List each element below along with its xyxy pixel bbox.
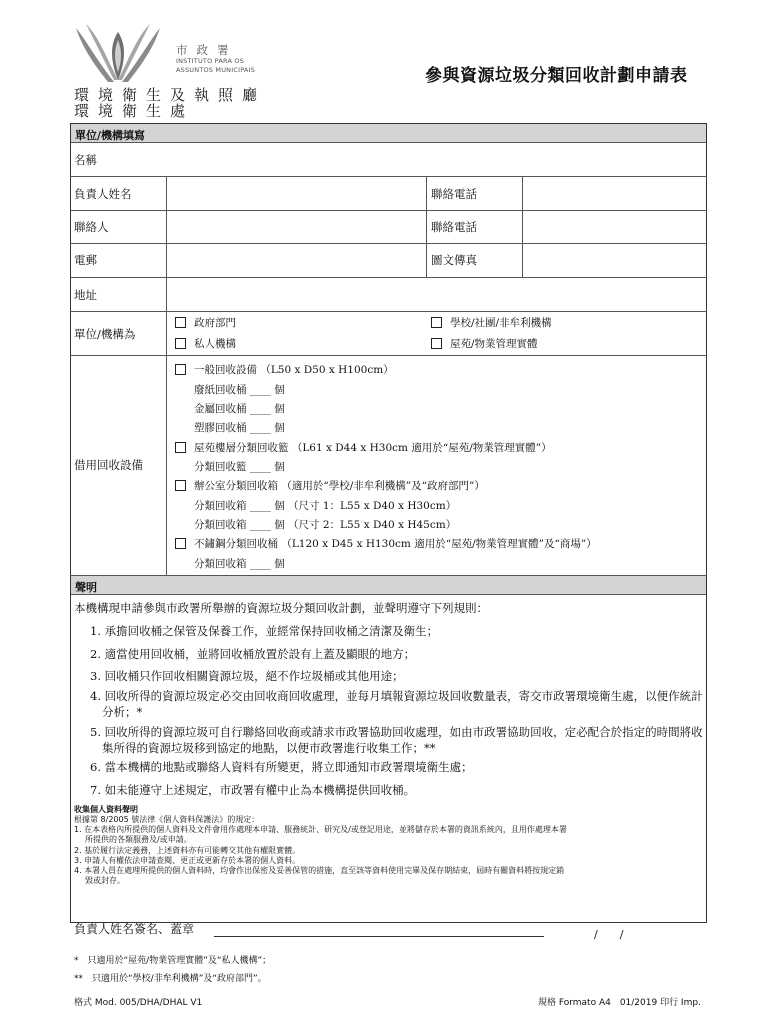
equipment-steel-bin[interactable]: 不鏽鋼分類回收桶 （L120 x D45 x H130cm 適用於“屋苑/物業管理實體”及“商場”） (175, 536, 597, 551)
privacy-line: 3. 申請人有權依法申請查閱、更正或更新存於本署的個人資料。 (74, 856, 301, 865)
declaration-item-7: 7. 如未能遵守上述規定，市政署有權中止為本機構提供回收桶。 (90, 783, 416, 797)
declaration-item-3: 3. 回收桶只作回收相關資源垃圾，絕不作垃圾桶或其他用途； (90, 669, 404, 683)
declaration-header (71, 576, 706, 595)
privacy-line: 1. 在本表格內所提供的個人資料及文件會用作處理本申請、服務統計、研究及/或登記用途，並將儲存於本署的資訊系統內，且用作處理本署 (74, 825, 567, 834)
form-title: 參與資源垃圾分類回收計劃申請表 (425, 66, 688, 86)
declaration-title: 聲明 (75, 581, 97, 594)
privacy-line: 所提供的各類服務及/或申請。 (85, 835, 192, 844)
equipment-metal-bin: 金屬回收桶 ____ 個 (194, 403, 285, 415)
privacy-title: 收集個人資料聲明 (74, 805, 138, 814)
equipment-plastic-bin: 塑膠回收桶 ____ 個 (194, 422, 285, 434)
unit-type-label: 單位/機構為 (74, 327, 136, 341)
type-option-school[interactable]: 學校/社團/非牟利機構 (431, 315, 552, 330)
phone-label-2: 聯絡電話 (431, 220, 477, 234)
note-double-star: ** 只適用於“學校/非牟利機構”及“政府部門”。 (74, 974, 267, 984)
checkbox[interactable] (431, 317, 442, 328)
contact-person-field[interactable] (167, 211, 425, 243)
privacy-line: 毀或封存。 (85, 876, 125, 885)
checkbox[interactable] (175, 480, 186, 491)
equipment-office-box[interactable]: 辦公室分類回收箱 （適用於“學校/非牟利機構”及“政府部門”） (175, 478, 485, 493)
form-code: 格式 Mod. 005/DHA/DHAL V1 (74, 998, 203, 1008)
privacy-line: 2. 基於履行法定義務，上述資料亦有可能轉交其他有權限實體。 (74, 846, 301, 855)
logo-chinese-name: 市政署 (176, 43, 238, 57)
iam-logo (72, 22, 164, 90)
address-label: 地址 (74, 288, 97, 302)
contact-person-label: 聯絡人 (74, 220, 109, 234)
type-option-estate[interactable]: 屋苑/物業管理實體 (431, 336, 538, 351)
checkbox[interactable] (431, 338, 442, 349)
privacy-line: 4. 本署人員在處理所提供的個人資料時，均會作出保密及妥善保管的措施，直至該等資料使用完畢及保存期結束，屆時有關資料將按規定銷 (74, 866, 565, 875)
department-name: 環境衛生及執照廳 (74, 86, 267, 104)
type-option-private[interactable]: 私人機構 (175, 336, 236, 351)
checkbox[interactable] (175, 442, 186, 453)
note-single-star: * 只適用於“屋苑/物業管理實體”及“私人機構”； (74, 956, 272, 966)
unit-section-title: 單位/機構填寫 (75, 129, 146, 142)
equipment-label: 借用回收設備 (74, 458, 143, 472)
name-label: 名稱 (74, 153, 97, 167)
name-field[interactable] (167, 143, 706, 176)
print-info: 規格 Formato A4 01/2019 印行 Imp. (538, 998, 701, 1008)
logo-portuguese-line-1: INSTITUTO PARA OS (176, 57, 245, 65)
equipment-floor-basket[interactable]: 屋苑樓層分類回收籃 （L61 x D44 x H30cm 適用於“屋苑/物業管理實體”） (175, 440, 552, 455)
logo-portuguese-line-2: ASSUNTOS MUNICIPAIS (176, 66, 255, 74)
fax-field[interactable] (523, 244, 706, 276)
signature-date[interactable]: / / (594, 928, 624, 941)
equipment-box-size-2: 分類回收箱 ____ 個 （尺寸 2：L55 x D40 x H45cm） (194, 519, 457, 531)
phone-label-1: 聯絡電話 (431, 187, 477, 201)
equipment-paper-bin: 廢紙回收桶 ____ 個 (194, 384, 285, 396)
email-field[interactable] (167, 244, 425, 276)
email-label: 電郵 (74, 253, 97, 267)
equipment-general[interactable]: 一般回收設備 （L50 x D50 x H100cm） (175, 362, 394, 377)
declaration-item-4: 4. 回收所得的資源垃圾定必交由回收商回收處理，並每月填報資源垃圾回收數量表，寄交市政署環境衛生處，以便作統計分析；* (90, 689, 703, 719)
fax-label: 圖文傳真 (431, 253, 477, 267)
equipment-basket-count: 分類回收籃 ____ 個 (194, 461, 285, 473)
type-option-government[interactable]: 政府部門 (175, 315, 236, 330)
declaration-item-5: 5. 回收所得的資源垃圾可自行聯絡回收商或請求市政署協助回收處理，如由市政署協助回收，定必配合於指定的時間將收集所得的資源垃圾移到協定的地點，以便市政署進行收集工作；** (90, 725, 703, 755)
checkbox[interactable] (175, 338, 186, 349)
person-in-charge-label: 負責人姓名 (74, 187, 132, 201)
checkbox[interactable] (175, 538, 186, 549)
declaration-item-1: 1. 承擔回收桶之保管及保養工作，並經常保持回收桶之清潔及衛生； (90, 624, 439, 638)
division-name: 環境衛生處 (74, 102, 195, 120)
unit-section-header (71, 124, 706, 143)
declaration-intro: 本機構現申請參與市政署所舉辦的資源垃圾分類回收計劃，並聲明遵守下列規則： (74, 601, 488, 615)
privacy-line: 根據第 8/2005 號法律《個人資料保護法》的規定： (74, 815, 260, 824)
equipment-box-size-1: 分類回收箱 ____ 個 （尺寸 1：L55 x D40 x H30cm） (194, 500, 457, 512)
phone-field-1[interactable] (523, 177, 706, 209)
address-field[interactable] (167, 278, 706, 310)
signature-line[interactable] (214, 936, 544, 937)
checkbox[interactable] (175, 317, 186, 328)
equipment-steel-count: 分類回收箱 ____ 個 (194, 558, 285, 570)
phone-field-2[interactable] (523, 211, 706, 243)
signature-label: 負責人姓名簽名、蓋章 (74, 922, 195, 936)
checkbox[interactable] (175, 364, 186, 375)
person-in-charge-field[interactable] (167, 177, 425, 209)
declaration-item-6: 6. 當本機構的地點或聯絡人資料有所變更，將立即通知市政署環境衛生處； (90, 760, 473, 774)
declaration-item-2: 2. 適當使用回收桶，並將回收桶放置於設有上蓋及顯眼的地方； (90, 647, 416, 661)
